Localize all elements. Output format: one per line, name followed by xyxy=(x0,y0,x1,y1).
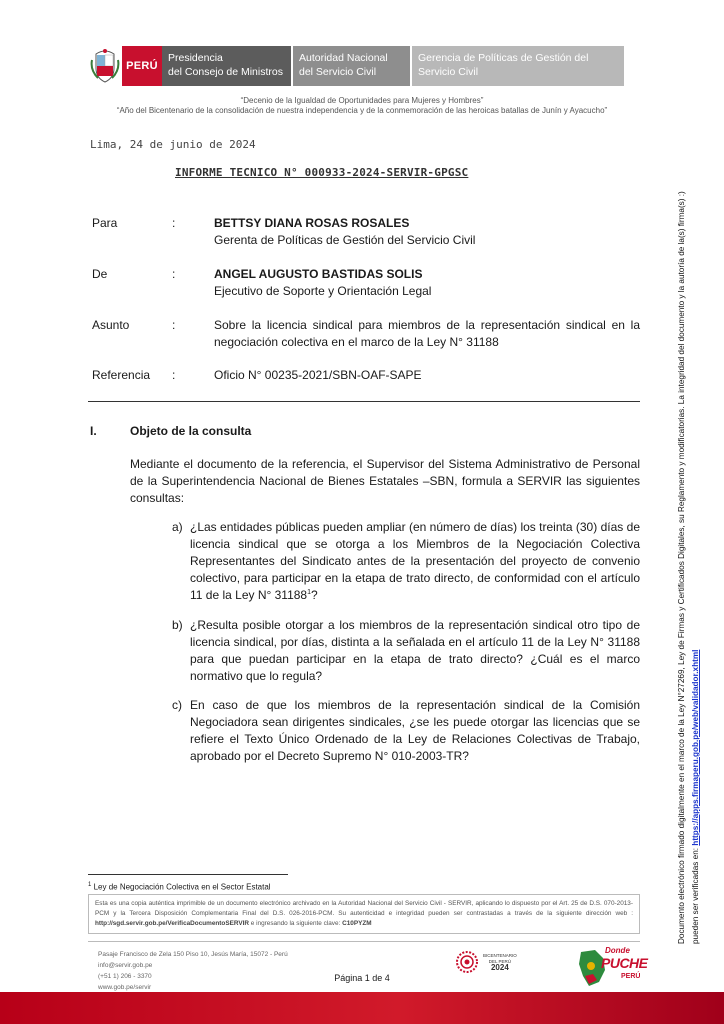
header-gerencia-line2: Servicio Civil xyxy=(418,66,479,78)
meta-colon: : xyxy=(172,318,176,332)
meta-asunto-text: Sobre la licencia sindical para miembros de la representación sindical en la negociación colectiva en el marco de la Ley N° 31188 xyxy=(214,318,640,349)
footnote xyxy=(88,882,271,892)
bicentenario-year: 2024 xyxy=(490,963,509,972)
logo-dp-line2: PUCHE xyxy=(601,955,648,971)
footer-band xyxy=(0,992,724,1024)
notice-mid: e ingresando la siguiente clave: xyxy=(249,920,343,927)
header-gerencia-line1: Gerencia de Políticas de Gestión del xyxy=(418,52,589,64)
header-pcm-line1: Presidencia xyxy=(168,52,223,64)
meta-asunto-label: Asunto xyxy=(92,318,130,332)
header-pcm-line2: del Consejo de Ministros xyxy=(168,66,283,78)
address-email[interactable]: info@servir.gob.pe xyxy=(98,962,153,969)
meta-colon: : xyxy=(172,216,176,230)
footer-divider xyxy=(88,941,640,942)
list-marker: a) xyxy=(172,520,183,534)
meta-para-role: Gerenta de Políticas de Gestión del Servicio Civil xyxy=(214,233,476,247)
validator-link[interactable]: https://apps.firmaperu.gob.pe/web/validador.xhtml xyxy=(691,649,700,846)
header-servir-line1: Autoridad Nacional xyxy=(299,52,388,64)
document-title: INFORME TECNICO N° 000933-2024-SERVIR-GPGSC xyxy=(175,166,469,179)
header-divider xyxy=(88,401,640,402)
meta-colon: : xyxy=(172,368,176,382)
footnote-ref[interactable]: 1 xyxy=(307,589,312,596)
meta-referencia-text: Oficio N° 00235-2021/SBN-OAF-SAPE xyxy=(214,368,422,382)
notice-url[interactable]: http://sgd.servir.gob.pe/VerificaDocumentoSERVIR xyxy=(95,920,249,927)
decenio-text: “Decenio de la Igualdad de Oportunidades para Mujeres y Hombres” xyxy=(240,96,484,105)
section-title: Objeto de la consulta xyxy=(130,424,252,438)
logo-dp-line1: Donde xyxy=(605,946,630,955)
list-item xyxy=(172,697,640,765)
address-web[interactable]: www.gob.pe/servir xyxy=(98,984,152,991)
list-marker: c) xyxy=(172,698,182,712)
intro-paragraph: Mediante el documento de la referencia, el Supervisor del Sistema Administrativo de Personal de la Superintendencia Nacional de Bienes Estatales –SBN, formula a SERVIR las siguientes consultas: xyxy=(130,457,640,505)
anio-text: “Año del Bicentenario de la consolidación de nuestra independencia y de la conmemoración de las heroicas batallas de Junín y Ayacucho” xyxy=(116,106,608,115)
footnote-divider xyxy=(88,874,288,875)
list-item-text: ¿Las entidades públicas pueden ampliar (en número de días) los treinta (30) días de licencia sindical que se otorga a los Miembros de la Negociación Colectiva Representantes del Sindicato antes de la presentación del proyecto de convenio colectivo, para participar en la etapa de trato directo, de conformidad con el artículo 11 de la Ley N° 31188 xyxy=(190,520,640,602)
header-pcm xyxy=(162,46,291,86)
address-line: Pasaje Francisco de Zela 150 Piso 10, Jesús María, 15072 - Perú xyxy=(98,951,288,958)
bicentenario-line1: BICENTENARIO xyxy=(483,953,517,958)
bicentenario-logo xyxy=(455,950,517,974)
list-marker: b) xyxy=(172,618,183,632)
meta-para-name: BETTSY DIANA ROSAS ROSALES xyxy=(214,216,410,230)
logo-dp-line3: PERÚ xyxy=(621,973,641,980)
meta-referencia-label: Referencia xyxy=(92,368,151,382)
peru-brand-badge: PERÚ xyxy=(122,46,162,86)
notice-text: Esta es una copia auténtica imprimible de un documento electrónico archivado en la Autoridad Nacional del Servicio Civil - SERVIR, aplicando lo dispuesto por el Art. 25 de D.S. 070-2013-PCM y la Tercera Disposición Complementaria Final del D.S. 026-2016-PCM. Su autenticidad e integridad pueden ser contrastadas a través de la siguiente dirección web : xyxy=(95,900,633,917)
header-servir-line2: del Servicio Civil xyxy=(299,66,377,78)
header-bar xyxy=(88,46,624,86)
list-item xyxy=(172,617,640,685)
signature-note-line2 xyxy=(691,650,700,944)
document-date: Lima, 24 de junio de 2024 xyxy=(90,138,256,151)
list-item-tail: ? xyxy=(311,588,318,602)
header-servir xyxy=(293,46,410,86)
signature-note-line1: Documento electrónico firmado digitalmente en el marco de la Ley N°27269, Ley de Firmas y Certificados Digitales, su Reglamento y modificatorias. La integridad del documento y la autoría de la(s) firma(s) :) xyxy=(677,191,686,944)
list-item-text: En caso de que los miembros de la representación sindical de la Comisión Negociadora sean dirigentes sindicales, ¿se les puede otorgar las licencias que se refiere el Texto Único Ordenado de la Ley de Relaciones Colectivas de Trabajo, aprobado por el Decreto Supremo N° 010-2003-TR? xyxy=(190,698,640,763)
footnote-text: Ley de Negociación Colectiva en el Sector Estatal xyxy=(93,882,271,892)
section-number: I. xyxy=(90,424,97,438)
meta-de-label: De xyxy=(92,267,108,281)
meta-colon: : xyxy=(172,267,176,281)
bicentenario-line2: DEL PERÚ xyxy=(488,959,512,964)
header-gerencia xyxy=(412,46,624,86)
meta-para-label: Para xyxy=(92,216,118,230)
coat-of-arms-icon xyxy=(88,46,122,86)
bicentenario-sun-icon xyxy=(455,950,479,974)
donde-puche-peru-logo xyxy=(575,946,648,988)
meta-de-name: ANGEL AUGUSTO BASTIDAS SOLIS xyxy=(214,267,423,281)
signature-prefix: pueden ser verificadas en: xyxy=(691,845,700,944)
footnote-number: 1 xyxy=(88,882,92,888)
notice-clave: C10PYZM xyxy=(342,920,372,927)
meta-de-role: Ejecutivo de Soporte y Orientación Legal xyxy=(214,284,432,298)
authenticity-notice xyxy=(88,894,640,934)
footer-address xyxy=(98,949,288,993)
list-item-text: ¿Resulta posible otorgar a los miembros de la representación sindical otro tipo de licencia sindical, por días, distinta a la señalada en el artículo 11 de la Ley N° 31188 para que puedan participar en la etapa de trato directo? ¿Cuál es el marco normativo que lo regula? xyxy=(190,618,640,683)
address-phone: (+51 1) 206 - 3370 xyxy=(98,973,152,980)
list-item xyxy=(172,519,640,604)
page-number: Página 1 de 4 xyxy=(334,973,390,983)
